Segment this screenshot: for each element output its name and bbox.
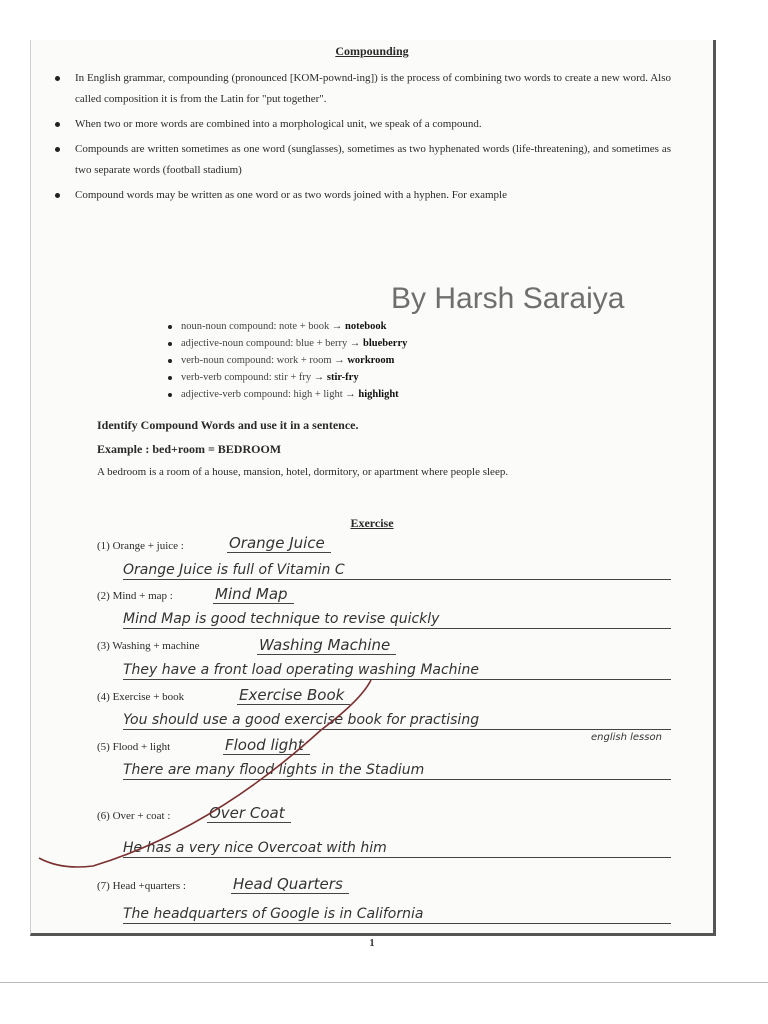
answer-word: Exercise Book xyxy=(237,686,350,705)
answer-sentence: You should use a good exercise book for practising xyxy=(123,712,671,730)
exercise-prompt: (3) Washing + machine xyxy=(97,640,200,652)
watermark: By Harsh Saraiya xyxy=(391,282,625,315)
answer-sentence: Mind Map is good technique to revise quickly xyxy=(123,611,671,629)
answer-word: Orange Juice xyxy=(227,534,331,553)
bullet-item: When two or more words are combined into a morphological unit, we speak of a compound. xyxy=(75,114,671,135)
bullet-item: Compounds are written sometimes as one word (sunglasses), sometimes as two hyphenated words (life-threatening), and sometimes as two separate words (football stadium) xyxy=(75,139,671,181)
example-result: highlight xyxy=(358,389,399,400)
answer-word: Washing Machine xyxy=(257,636,396,655)
example-rule: adjective-noun compound: blue + berry → xyxy=(181,338,361,349)
scan-edge xyxy=(0,982,768,983)
exercise-prompt: (2) Mind + map : xyxy=(97,590,173,602)
bullet-item: In English grammar, compounding (pronounced [KOM-pownd-ing]) is the process of combining two words to create a new word. Also called composition it is from the Latin for "put together". xyxy=(75,68,671,110)
worksheet-page xyxy=(30,40,716,949)
exercise-prompt: (5) Flood + light xyxy=(97,741,171,753)
answer-word: Over Coat xyxy=(207,804,291,823)
answer-sentence: He has a very nice Overcoat with him xyxy=(123,840,671,858)
example-rule: verb-noun compound: work + room → xyxy=(181,355,345,366)
teacher-check-mark xyxy=(31,40,717,936)
example-result: notebook xyxy=(345,321,387,332)
page-number: 1 xyxy=(369,938,375,949)
task-heading: Identify Compound Words and use it in a sentence. xyxy=(97,418,359,432)
bullet-item: Compound words may be written as one word or as two words joined with a hyphen. For example xyxy=(75,185,671,206)
check-mark-stroke xyxy=(39,680,371,867)
answer-sentence: They have a front load operating washing Machine xyxy=(123,662,671,680)
example-heading: Example : bed+room = BEDROOM xyxy=(97,442,282,456)
answer-word: Mind Map xyxy=(213,585,294,604)
exercise-prompt: (1) Orange + juice : xyxy=(97,540,184,552)
example-result: stir-fry xyxy=(326,372,359,383)
exercise-prompt: (7) Head +quarters : xyxy=(97,880,186,892)
example-rule: adjective-verb compound: high + light → xyxy=(181,389,356,400)
example-rule: verb-verb compound: stir + fry → xyxy=(181,372,325,383)
page-title: Compounding xyxy=(335,44,409,58)
exercise-prompt: (6) Over + coat : xyxy=(97,810,171,822)
answer-word: Flood light xyxy=(223,736,310,755)
answer-sentence: Orange Juice is full of Vitamin C xyxy=(123,562,671,580)
answer-note: english lesson xyxy=(591,732,662,743)
answer-sentence: The headquarters of Google is in California xyxy=(123,906,671,924)
exercise-prompt: (4) Exercise + book xyxy=(97,691,185,703)
example-rule: noun-noun compound: note + book → xyxy=(181,321,343,332)
answer-sentence: There are many flood lights in the Stadium xyxy=(123,762,671,780)
example-sentence: A bedroom is a room of a house, mansion, hotel, dormitory, or apartment where people sleep. xyxy=(97,466,509,478)
example-result: workroom xyxy=(347,355,395,366)
answer-word: Head Quarters xyxy=(231,875,349,894)
exercise-title: Exercise xyxy=(350,516,394,530)
example-result: blueberry xyxy=(363,338,408,349)
